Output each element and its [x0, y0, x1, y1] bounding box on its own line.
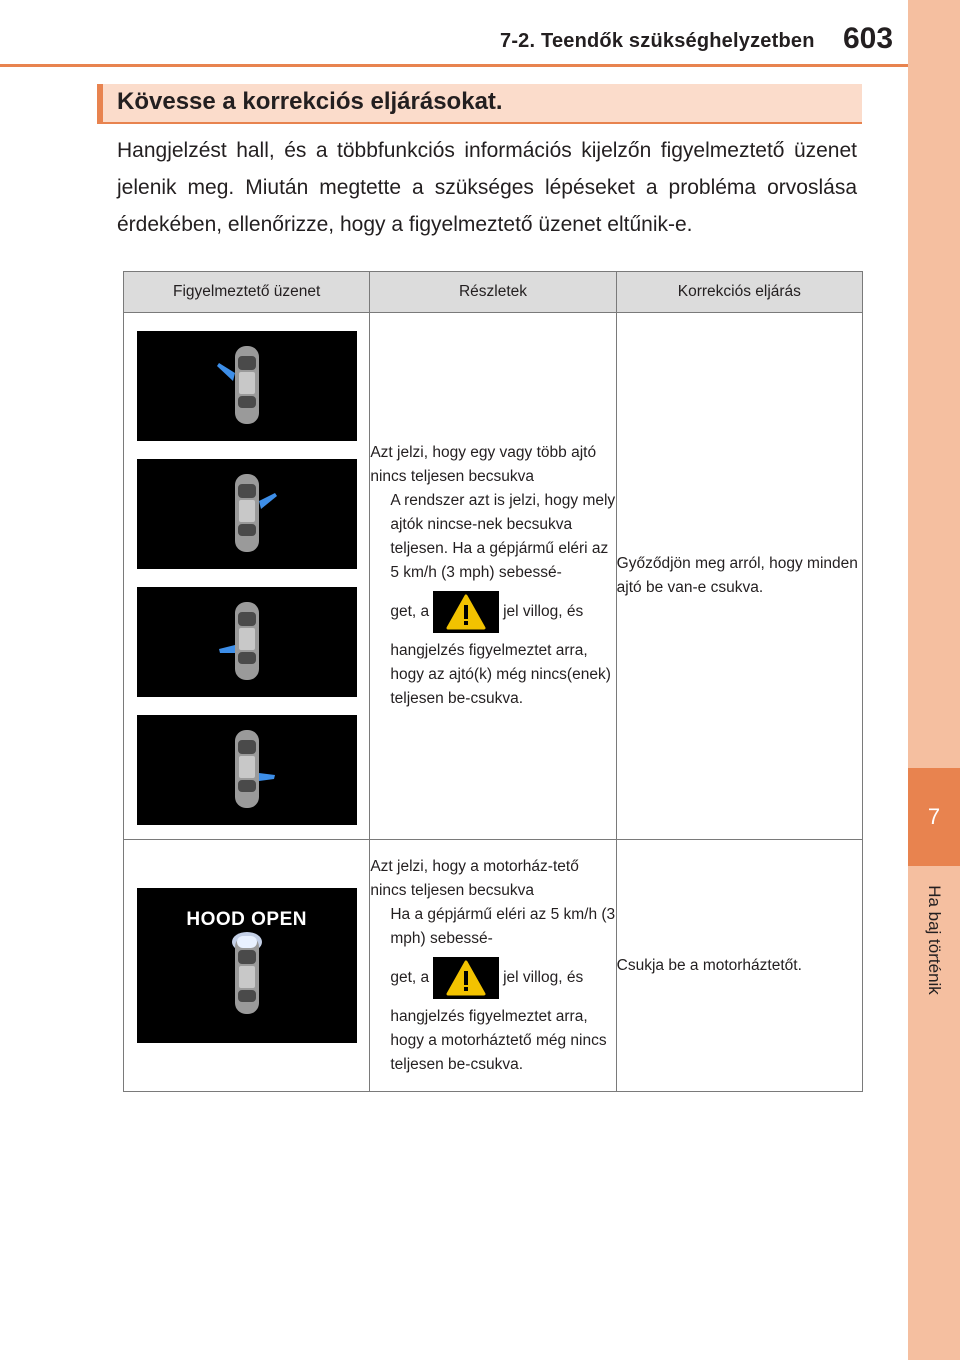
chapter-number-box: [908, 768, 960, 866]
door-open-screen-front-right: [137, 459, 357, 569]
car-top-view-icon: [137, 715, 357, 825]
door-detail-warn-before: get, a: [390, 603, 430, 620]
section-heading-bar: [97, 84, 862, 124]
warning-triangle-icon: [433, 957, 499, 999]
hood-details-cell: [370, 840, 616, 1092]
column-header-details: Részletek: [370, 272, 616, 313]
hood-screen-cell: [124, 840, 370, 1092]
hood-detail-warn-after: jel villog, és: [503, 968, 584, 986]
door-correction-cell: Győződjön meg arról, hogy minden ajtó be van-e csukva.: [616, 313, 862, 840]
page-number: 603: [843, 22, 894, 55]
door-detail-text-1: A rendszer azt is jelzi, hogy mely ajtók nincse-nek becsukva teljesen. Ha a gépjármű eléri az 5 km/h (3 mph) sebessé-: [390, 492, 616, 581]
table-row-hood-open: [124, 840, 863, 1092]
car-top-view-icon: [137, 587, 357, 697]
door-detail-warn-after: jel villog, és: [503, 603, 584, 620]
chapter-number: 7: [927, 804, 941, 829]
warning-triangle-icon: [433, 591, 499, 633]
hood-open-text: HOOD OPEN: [186, 909, 307, 930]
table-row-door-open: [124, 313, 863, 840]
hood-detail-text-1: Ha a gépjármű eléri az 5 km/h (3 mph) sebessé-: [390, 905, 616, 947]
car-top-view-icon: [137, 459, 357, 569]
hood-correction-cell: Csukja be a motorháztetőt.: [616, 840, 862, 1092]
hood-detail-warn-before: get, a: [390, 968, 430, 986]
table-header-row: [124, 272, 863, 313]
column-header-correction: Korrekciós eljárás: [616, 272, 862, 313]
door-open-screen-rear-right: [137, 715, 357, 825]
door-open-screen-rear-left: [137, 587, 357, 697]
header-divider: [0, 64, 908, 67]
door-screens-cell: [124, 313, 370, 840]
hood-detail-lead: Azt jelzi, hogy a motorház-tető nincs teljesen becsukva: [370, 857, 579, 899]
door-open-screen-front-left: [137, 331, 357, 441]
running-header-title: 7-2. Teendők szükséghelyzetben: [500, 30, 815, 52]
column-header-message: Figyelmeztető üzenet: [124, 272, 370, 313]
hood-detail-text-2: hangjelzés figyelmeztet arra, hogy a motorháztető még nincs teljesen be-csukva.: [390, 1007, 607, 1073]
car-top-view-icon: [137, 888, 357, 1043]
door-detail-lead: Azt jelzi, hogy egy vagy több ajtó nincs teljesen becsukva: [370, 444, 597, 485]
chapter-side-tab: [908, 0, 960, 1360]
hood-open-screen: [137, 888, 357, 1043]
door-details-cell: [370, 313, 616, 840]
chapter-label: Ha baj történik: [925, 885, 944, 995]
car-top-view-icon: [137, 331, 357, 441]
warning-message-table: [123, 271, 863, 1092]
section-heading: Kövesse a korrekciós eljárásokat.: [117, 88, 503, 115]
door-detail-text-2: hangjelzés figyelmeztet arra, hogy az ajtó(k) még nincs(enek) teljesen be-csukva.: [390, 642, 611, 707]
intro-paragraph: Hangjelzést hall, és a többfunkciós információs kijelzőn figyelmeztető üzenet jelenik meg. Miután megtette a szükséges lépéseket a probléma orvoslása érdekében, ellenőrizze, hogy a figyelmeztető üzenet eltűnik-e.: [117, 139, 857, 236]
